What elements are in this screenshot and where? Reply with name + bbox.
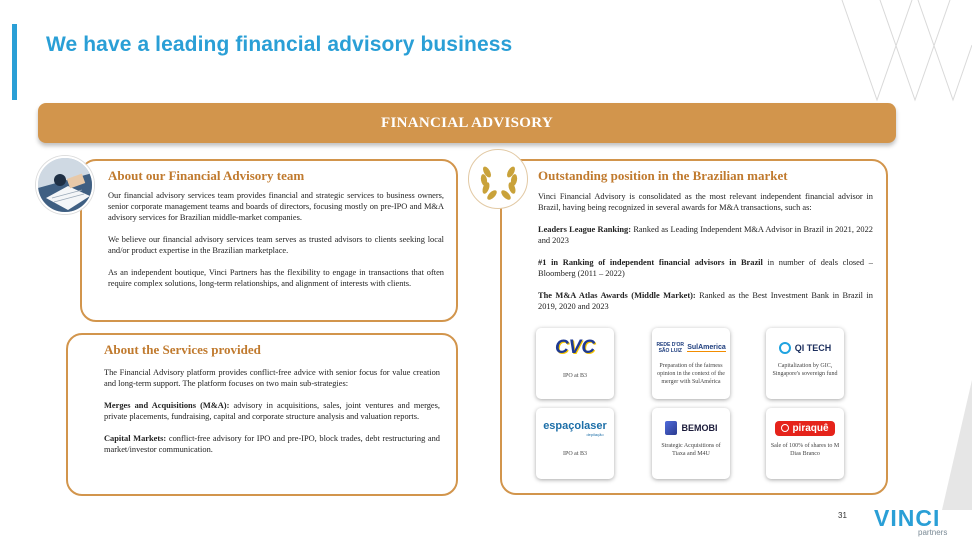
position-paragraph: Vinci Financial Advisory is consolidated as the most relevant independent financial advisor in Brazil, having being recognized in several awards for M&A transactions, such as: — [538, 192, 873, 212]
piraque-mark-icon — [781, 424, 789, 432]
banner-label: FINANCIAL ADVISORY — [381, 114, 553, 131]
services-text — [104, 367, 440, 455]
bloomberg-ranking-text: in number of deals closed – Bloomberg (2011 – 2022) — [538, 258, 873, 278]
deal-caption: IPO at B3 — [563, 373, 587, 379]
vinci-logo: VINCI — [874, 505, 941, 531]
page-title: We have a leading financial advisory business — [46, 33, 513, 56]
about-paragraph: As an independent boutique, Vinci Partners has the flexibility to engage in transactions that often require complex solutions, long-term relationships, and alignment of interests with clients. — [108, 268, 444, 288]
deal-card — [536, 408, 614, 479]
services-paragraph: The Financial Advisory platform provides conflict-free advice with senior focus for value creation and long-term support. The platform focuses on two main sub-strategies: — [104, 368, 440, 388]
about-team-panel — [80, 159, 458, 322]
leaders-league-label: Leaders League Ranking: — [538, 225, 632, 234]
deal-caption: IPO at B3 — [563, 451, 587, 457]
services-panel — [66, 333, 458, 496]
bloomberg-ranking-label: #1 in Ranking of independent financial advisors in Brazil — [538, 258, 763, 267]
ma-label: Merges and Acquisitions (M&A): — [104, 401, 230, 410]
qitech-logo: QI TECH — [766, 334, 844, 362]
about-team-title: About our Financial Advisory team — [108, 168, 305, 183]
bemobi-logo: BEMOBI — [652, 414, 730, 442]
services-paragraph — [104, 400, 440, 422]
deal-caption: Capitalization by GIC, Singapore's sovereign fund — [772, 363, 838, 377]
deal-card — [766, 408, 844, 479]
position-paragraph — [538, 290, 873, 312]
services-paragraph — [104, 433, 440, 455]
team-photo — [36, 156, 94, 214]
title-accent-bar — [12, 24, 17, 100]
decorative-shape — [932, 380, 972, 510]
bemobi-mark-icon — [665, 421, 677, 435]
atlas-awards-text: Ranked as the Best Investment Bank in Brazil in 2019, 2020 and 2023 — [538, 291, 873, 311]
capital-markets-label: Capital Markets: — [104, 434, 167, 443]
section-banner — [38, 103, 896, 143]
qitech-mark-icon — [779, 342, 791, 354]
about-paragraph: Our financial advisory services team provides financial and strategic services to business owners, senior corporate management teams and boards of directors, focusing mostly on pre-IPO and M&A advisory services for Brazilian middle-market companies. — [108, 191, 444, 222]
position-paragraph — [538, 224, 873, 246]
rededor-sulamerica-logo: REDE D'OR SÃO LUIZ SulAmerica — [656, 342, 726, 354]
leaders-league-text: Ranked as Leading Independent M&A Advisor in Brazil in 2021, 2022 and 2023 — [538, 225, 873, 245]
market-position-text — [538, 191, 873, 312]
market-position-title: Outstanding position in the Brazilian market — [538, 168, 788, 183]
services-title: About the Services provided — [104, 342, 261, 357]
deal-card — [652, 408, 730, 479]
about-team-text — [108, 190, 444, 289]
laurel-icon — [468, 149, 528, 209]
deal-card — [652, 328, 730, 399]
capital-markets-text: conflict-free advisory for IPO and pre-IPO, block trades, debt restructuring and market/investor communication. — [104, 434, 440, 454]
deal-card — [536, 328, 614, 399]
atlas-awards-label: The M&A Atlas Awards (Middle Market): — [538, 291, 696, 300]
ma-text: advisory in acquisitions, sales, joint ventures and merges, private placements, fundraising, capital and corporate structure analysis and valuation reports. — [104, 401, 440, 421]
decorative-lines — [832, 0, 972, 110]
page-number: 31 — [838, 511, 847, 520]
cvc-logo: CVC — [554, 337, 596, 358]
deal-caption: Preparation of the fairness opinion in the context of the merger with SulAmérica — [657, 363, 725, 385]
piraque-logo: piraquê — [766, 414, 844, 442]
espacolaser-logo: espaçolaser depilação — [543, 419, 607, 437]
deal-caption: Sale of 100% of shares to M Dias Branco — [770, 443, 840, 457]
position-paragraph — [538, 257, 873, 279]
deal-card — [766, 328, 844, 399]
deal-caption: Strategic Acquisitions of Tiaxa and M4U — [661, 443, 721, 457]
vinci-logo-subtitle: partners — [918, 528, 948, 537]
about-paragraph: We believe our financial advisory services team serves as trusted advisors to clients seeking local and/or product expertise in the Brazilian marketplace. — [108, 235, 444, 255]
